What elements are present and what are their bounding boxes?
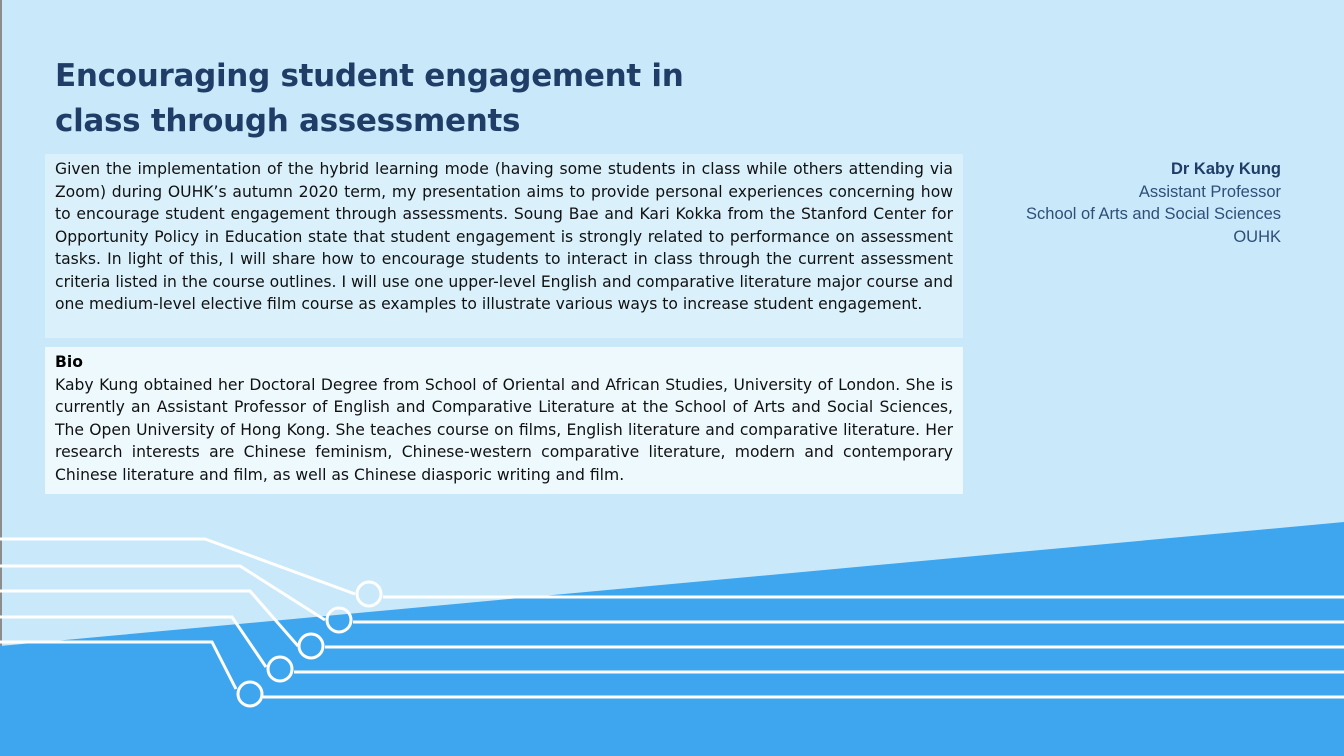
abstract-box <box>45 154 963 338</box>
slide-title: Encouraging student engagement in class through assessments <box>55 58 684 139</box>
blue-band <box>0 522 1344 756</box>
abstract-text: Given the implementation of the hybrid learning mode (having some students in class while others attending via Zoom) during OUHK’s autumn 2020 term, my presentation aims to provide personal experiences concerning how to encourage student engagement through assessments. Soung Bae and Kari Kokka from the Stanford Center for Opportunity Policy in Education state that student engagement is strongly related to performance on assessment tasks. In light of this, I will share how to encourage students to interact in class through the current assessment criteria listed in the course outlines. I will use one upper-level English and comparative literature major course and one medium-level elective film course as examples to illustrate various ways to increase student engagement. <box>55 160 953 313</box>
author-name: Dr Kaby Kung <box>1170 160 1281 178</box>
bio-heading: Bio <box>55 353 83 371</box>
author-school: School of Arts and Social Sciences <box>1026 205 1281 223</box>
author-position: Assistant Professor <box>1138 182 1281 201</box>
author-info <box>1026 158 1281 248</box>
author-institution: OUHK <box>1233 227 1281 246</box>
bio-text: Kaby Kung obtained her Doctoral Degree from School of Oriental and African Studies, University of London. She is currently an Assistant Professor of English and Comparative Literature at the School of Arts and Social Sciences, The Open University of Hong Kong. She teaches course on films, English literature and comparative literature. Her research interests are Chinese feminism, Chinese-western comparative literature, modern and contemporary Chinese literature and film, as well as Chinese diasporic writing and film. <box>55 375 953 484</box>
bio-box <box>45 347 963 494</box>
circuit-line-2 <box>0 566 325 620</box>
circuit-node-1 <box>357 582 381 606</box>
